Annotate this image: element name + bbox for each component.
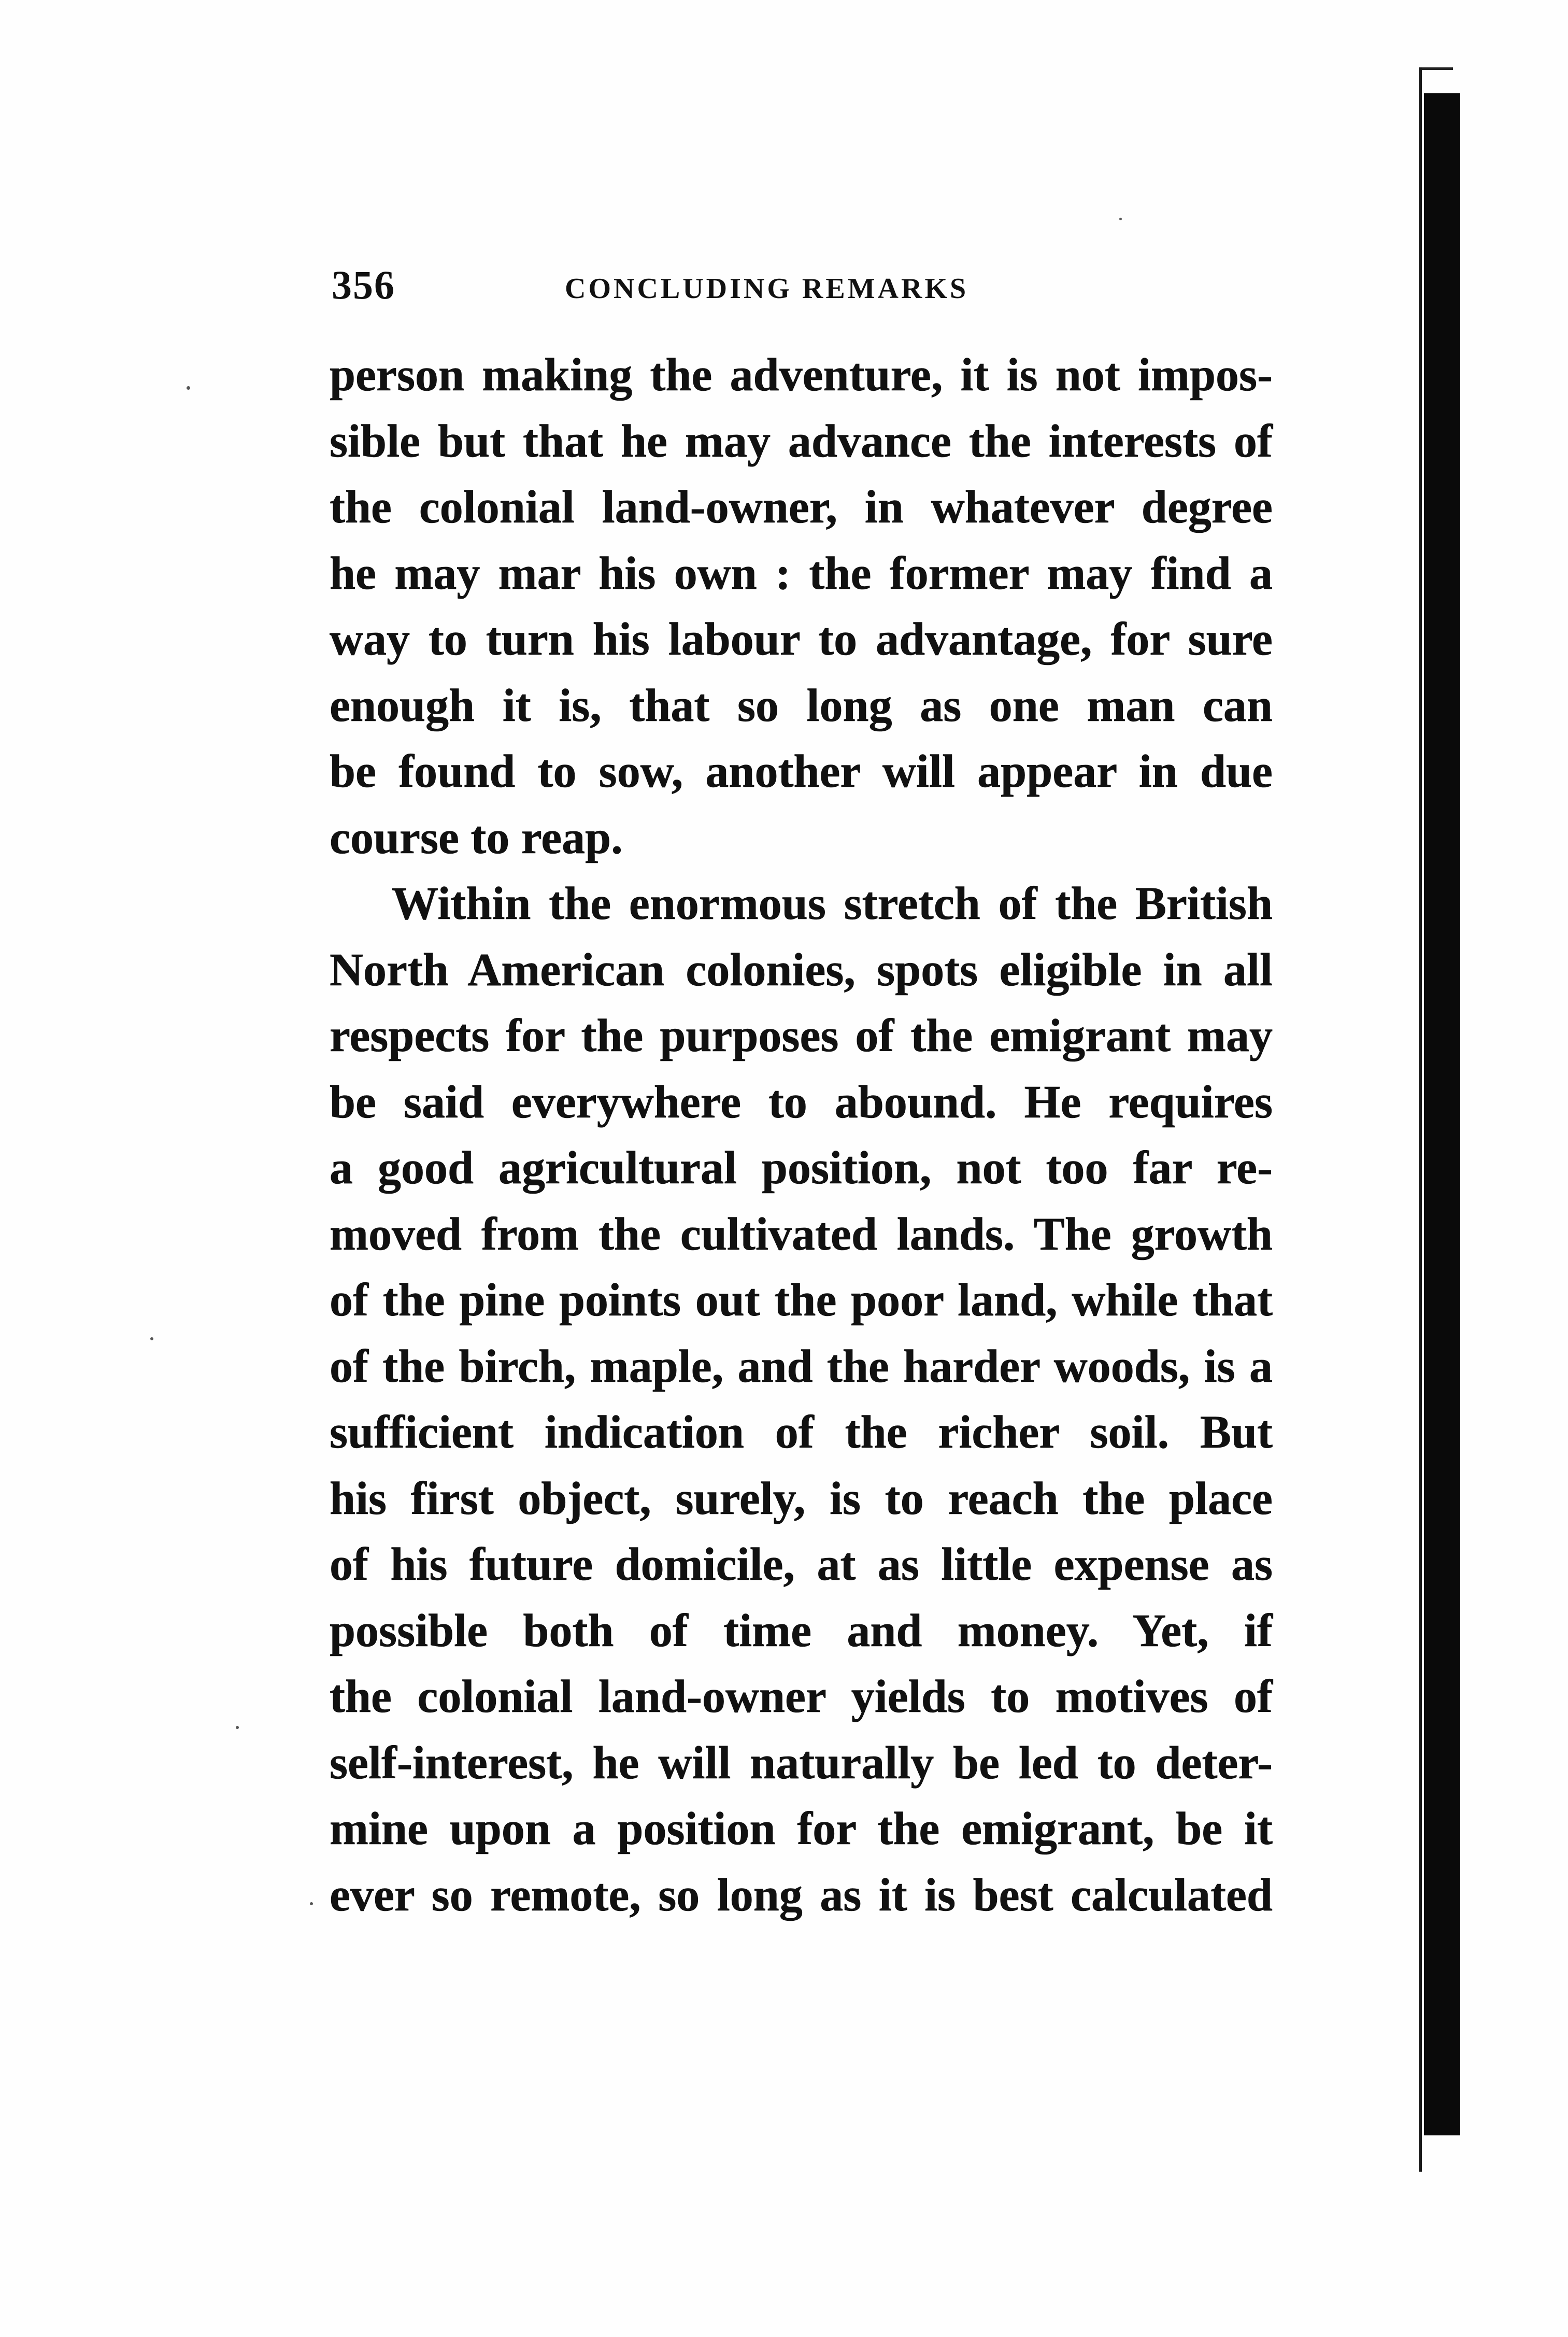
text-line: sible but that he may advance the interests of <box>330 415 1273 467</box>
text-line: self-interest, he will naturally be led to deter- <box>330 1737 1273 1789</box>
binding-shadow-strip <box>1424 93 1460 2135</box>
text-line: the colonial land-owner yields to motives of <box>330 1671 1273 1722</box>
text-line: ever so remote, so long as it is best calculated <box>330 1869 1273 1921</box>
text-line: person making the adventure, it is not impos- <box>330 349 1273 401</box>
text-line: mine upon a position for the emigrant, be it <box>330 1803 1273 1854</box>
text-line: course to reap. <box>330 812 623 863</box>
page-number: 356 <box>332 262 395 307</box>
print-speck <box>150 1337 153 1340</box>
running-head-title: CONCLUDING REMARKS <box>565 273 969 305</box>
text-line: of his future domicile, at as little expense as <box>330 1539 1273 1590</box>
text-line: respects for the purposes of the emigrant may <box>330 1010 1273 1061</box>
print-speck <box>236 1726 239 1729</box>
print-speck <box>187 386 190 390</box>
text-line: way to turn his labour to advantage, for sure <box>330 614 1273 665</box>
text-line: North American colonies, spots eligible in all <box>330 944 1273 996</box>
body-text <box>330 342 1273 1928</box>
text-line: moved from the cultivated lands. The growth <box>330 1208 1273 1260</box>
binding-top-notch <box>1422 67 1453 101</box>
text-line: of the pine points out the poor land, while that <box>330 1274 1273 1326</box>
text-line: a good agricultural position, not too far re- <box>330 1142 1273 1194</box>
print-speck <box>310 1902 313 1905</box>
text-line: of the birch, maple, and the harder woods, is a <box>330 1340 1273 1392</box>
text-line: Within the enormous stretch of the British <box>392 878 1273 929</box>
running-head <box>332 262 1295 319</box>
text-line: sufficient indication of the richer soil. But <box>330 1407 1273 1458</box>
print-speck <box>1119 218 1122 220</box>
text-line: enough it is, that so long as one man can <box>330 679 1273 731</box>
text-line: be found to sow, another will appear in due <box>330 746 1273 797</box>
text-line: possible both of time and money. Yet, if <box>330 1605 1273 1656</box>
text-line: the colonial land-owner, in whatever degree <box>330 481 1273 533</box>
text-line: his first object, surely, is to reach the place <box>330 1472 1273 1524</box>
binding-edge <box>1419 67 1422 2172</box>
text-line: be said everywhere to abound. He requires <box>330 1076 1273 1128</box>
text-line: he may mar his own : the former may find a <box>330 547 1273 599</box>
